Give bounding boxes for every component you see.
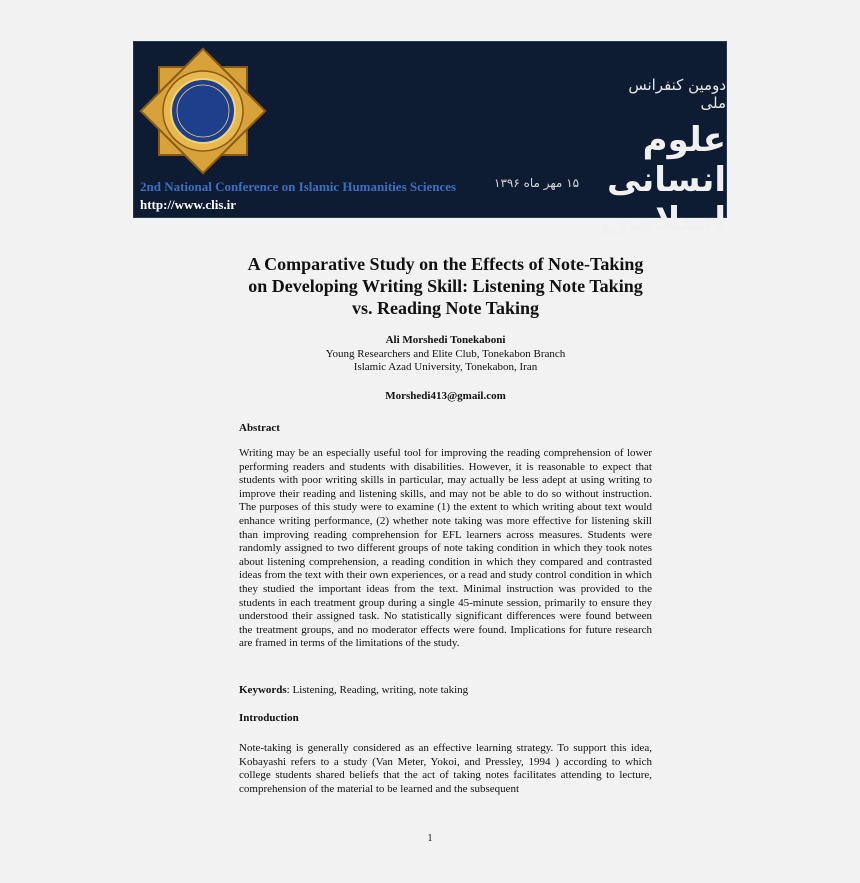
author-name: Ali Morshedi Tonekaboni: [385, 334, 506, 346]
author-affiliation-line1: Young Researchers and Elite Club, Tonekabon Branch: [325, 348, 566, 360]
banner-arabic-date: ۱۵ مهر ماه ۱۳۹۶: [494, 176, 580, 190]
introduction-heading: Introduction: [239, 712, 299, 724]
banner-arabic-subtitle: دومین کنفرانس ملی: [628, 76, 726, 112]
author-affiliation-line2: Islamic Azad University, Tonekabon, Iran: [353, 361, 538, 373]
keywords-line: [239, 684, 652, 696]
abstract-heading: Abstract: [239, 422, 280, 434]
page-number: 1: [427, 833, 433, 844]
conference-emblem-icon: [144, 52, 262, 170]
keywords-label: Keywords: [239, 684, 287, 696]
keywords-text: : Listening, Reading, writing, note taking: [286, 684, 469, 696]
abstract-text: Writing may be an especially useful tool for improving the reading comprehension of lower performing readers and students with disabilities. However, it is reasonable to expect that students with poor writing skills in particular, may actually be less adept at using writing to improve their reading and listening skills, and may not be able to do so without instruction. The purposes of this study were to examine (1) the extent to which writing about text would enhance writing performance, (2) whether note taking was more effective for listening skill than improving reading comprehension for EFL learners across measures. Students were randomly assigned to two different groups of note taking condition in which they took notes about listening comprehension, a reading condition in which they compared and contrasted ideas from the text with their own experiences, or a read and study control condition in which they studied the important ideas from the text. Minimal instruction was provided to the students in each treatment group during a single 45-minute session, primarily to ensure they understood their assigned task. No statistically significant differences were found between the treatment groups, and no moderator effects were found. Implications for future research are framed in terms of the limitations of the study.: [239, 447, 652, 650]
conference-name: 2nd National Conference on Islamic Humanities Sciences: [140, 179, 457, 194]
banner-arabic-title: علوم انسانی اسلامی: [599, 120, 726, 240]
conference-url: http://www.clis.ir: [140, 197, 237, 212]
conference-banner: [133, 41, 727, 240]
paper-title: A Comparative Study on the Effects of Note-Taking on Developing Writing Skill: Listening Note Taking vs. Reading Note Taking: [247, 254, 644, 318]
author-email: Morshedi413@gmail.com: [385, 390, 506, 402]
introduction-text: Note-taking is generally considered as an effective learning strategy. To support this idea, Kobayashi refers to a study (Van Meter, Yokoi, and Pressley, 1994 ) according to which college students shared beliefs that the act of taking notes facilitates attending to lecture, comprehension of the material to be learned and the subsequent: [239, 742, 652, 795]
